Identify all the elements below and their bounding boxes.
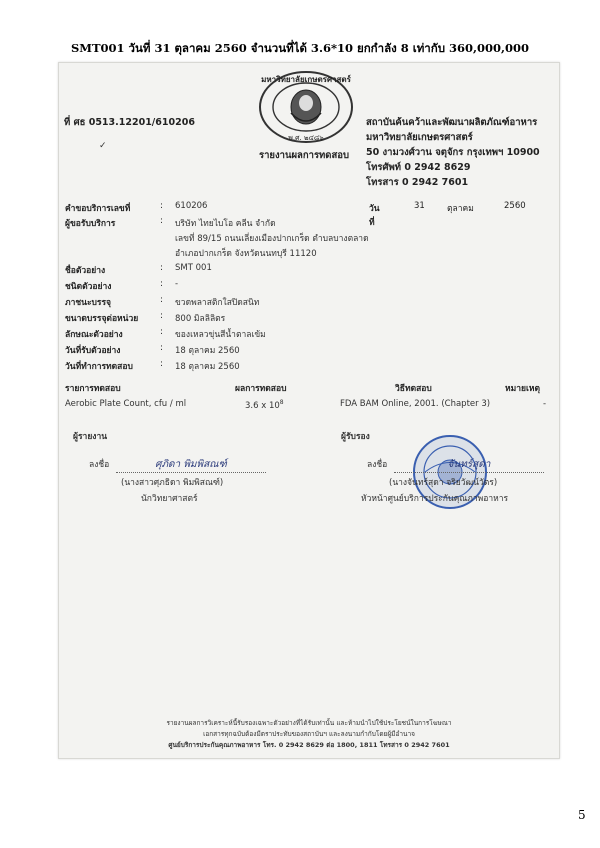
field-label: วันที่ทำการทดสอบ (65, 362, 133, 372)
field-colon: : (160, 311, 163, 321)
institute-line: โทรสาร 0 2942 7601 (366, 177, 469, 188)
report-footer (139, 718, 479, 751)
field-row (65, 263, 555, 278)
result-exponent: 8 (279, 399, 284, 406)
institute-line: 50 งามวงศ์วาน จตุจักร กรุงเทพฯ 10900 (366, 147, 540, 158)
field-colon: : (160, 359, 163, 369)
date-month: ตุลาคม (447, 204, 474, 214)
field-value: 610206 (175, 201, 208, 211)
cell-test: Aerobic Plate Count, cfu / ml (65, 399, 187, 409)
field-label: ขนาดบรรจุต่อหน่วย (65, 314, 139, 324)
field-row (65, 327, 555, 342)
field-colon: : (160, 295, 163, 305)
certifier-position: หัวหน้าศูนย์บริการประกันคุณภาพอาหาร (361, 494, 509, 504)
header-remark: หมายเหตุ (505, 384, 540, 394)
certifier-sign-label: ลงชื่อ (367, 460, 388, 470)
date-label: วันที่ (369, 204, 380, 228)
tick-mark: ✓ (99, 141, 107, 151)
field-row (65, 359, 555, 374)
institute-line: โทรศัพท์ 0 2942 8629 (366, 162, 471, 173)
field-row (65, 343, 555, 358)
field-label: ชื่อตัวอย่าง (65, 266, 106, 276)
institute-line: สถาบันค้นคว้าและพัฒนาผลิตภัณฑ์อาหาร (366, 117, 538, 128)
report-title: รายงานผลการทดสอบ (259, 150, 350, 161)
field-value: 800 มิลลิลิตร (175, 314, 226, 324)
reporter-position: นักวิทยาศาสตร์ (141, 494, 198, 504)
reporter-signature: ศุภิดา พิมพิสณฑ์ (116, 457, 266, 473)
results-table-row (65, 399, 555, 413)
field-value: อำเภอปากเกร็ด จังหวัดนนทบุรี 11120 (175, 249, 317, 259)
field-row (65, 311, 555, 326)
footer-line: เอกสารทุกฉบับต้องมีตราประทับของสถาบันฯ และลงนามกำกับโดยผู้มีอำนาจ (203, 730, 415, 738)
field-label: ชนิดตัวอย่าง (65, 282, 112, 292)
date-year: 2560 (504, 201, 526, 211)
institute-line: มหาวิทยาลัยเกษตรศาสตร์ (366, 132, 473, 143)
field-value: ของเหลวขุ่นสีน้ำตาลเข้ม (175, 330, 266, 340)
field-row (65, 216, 555, 231)
field-colon: : (160, 201, 163, 211)
cell-result (245, 399, 284, 411)
header-test: รายการทดสอบ (65, 384, 121, 394)
field-value: 18 ตุลาคม 2560 (175, 346, 240, 356)
university-seal-icon (255, 69, 357, 145)
certifier-signature: จันทร์สุดา (394, 457, 544, 473)
certifier-signature-line (367, 457, 544, 473)
field-label: ภาชนะบรรจุ (65, 298, 112, 308)
header-result: ผลการทดสอบ (235, 384, 287, 394)
reporter-block (73, 429, 107, 443)
field-colon: : (160, 216, 163, 226)
cell-method: FDA BAM Online, 2001. (Chapter 3) (340, 399, 491, 409)
seal-text-top: มหาวิทยาลัยเกษตรศาสตร์ (261, 75, 351, 84)
seal-text-bottom: พ.ศ. ๒๔๘๖ (288, 134, 324, 142)
field-value: 18 ตุลาคม 2560 (175, 362, 240, 372)
field-colon: : (160, 327, 163, 337)
date-day: 31 (414, 201, 425, 211)
field-colon: : (160, 263, 163, 273)
field-colon: : (160, 343, 163, 353)
footer-line: รายงานผลการวิเคราะห์นี้รับรองเฉพาะตัวอย่างที่ได้รับเท่านั้น และห้ามนำไปใช้ประโยชน์ในการโฆษณา (166, 719, 452, 727)
certifier-name: (นางจันทร์สุดา จริยวัฒน์วัตร) (389, 478, 498, 488)
field-value: SMT 001 (175, 263, 212, 273)
header-method: วิธีทดสอบ (395, 384, 432, 394)
field-value: เลขที่ 89/15 ถนนเลี่ยงเมืองปากเกร็ด ตำบลบางตลาด (175, 234, 369, 244)
result-base: 3.6 x 10 (245, 400, 280, 411)
field-value: บริษัท ไทยไบโอ คลีน จำกัด (175, 219, 276, 229)
field-row (65, 201, 555, 216)
reporter-signature-line (89, 457, 266, 473)
field-row (65, 295, 555, 310)
field-value: ขวดพลาสติกใสปิดสนิท (175, 298, 260, 308)
field-value: - (175, 279, 179, 289)
footer-contact: ศูนย์บริการประกันคุณภาพอาหาร โทร. 0 2942 8629 ต่อ 1800, 1811 โทรสาร 0 2942 7601 (168, 741, 450, 749)
field-label: วันที่รับตัวอย่าง (65, 346, 121, 356)
certifier-block (341, 429, 370, 443)
field-label: ลักษณะตัวอย่าง (65, 330, 123, 340)
document-reference: ที่ ศธ 0513.12201/610206 (64, 117, 195, 128)
field-row (65, 231, 555, 246)
field-colon: : (160, 279, 163, 289)
scanned-report (58, 62, 560, 759)
reporter-heading: ผู้รายงาน (73, 432, 108, 442)
page-caption: SMT001 วันที่ 31 ตุลาคม 2560 จำนวนที่ได้ 3.6*10 ยกกำลัง 8 เท่ากับ 360,000,000 (70, 41, 530, 55)
certifier-heading: ผู้รับรอง (341, 432, 370, 442)
cell-remark: - (543, 399, 547, 409)
page-number: 5 (578, 808, 586, 822)
field-label: คำขอบริการเลขที่ (65, 204, 131, 214)
results-table-header (65, 381, 555, 395)
field-label: ผู้ขอรับบริการ (65, 219, 116, 229)
reporter-sign-label: ลงชื่อ (89, 460, 110, 470)
reporter-name: (นางสาวศุภธิดา พิมพิสณฑ์) (121, 478, 224, 488)
field-row (65, 279, 555, 294)
field-row (65, 246, 555, 261)
institute-address (366, 115, 540, 190)
